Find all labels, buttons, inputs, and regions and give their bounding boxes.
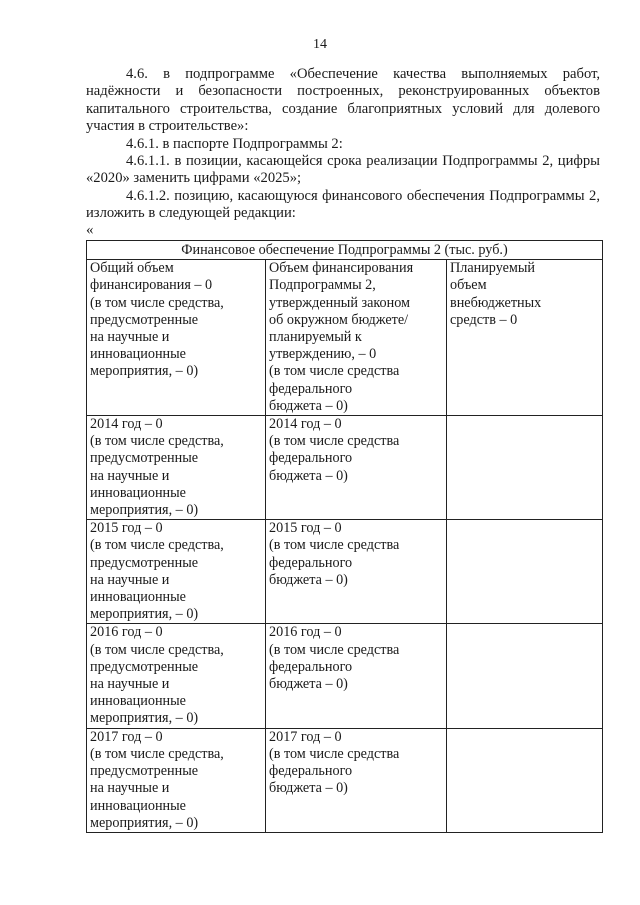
year-budget-cell: 2015 год – 0 (в том числе средства федерального бюджета – 0)	[266, 520, 447, 624]
year-budget-cell: 2014 год – 0 (в том числе средства федерального бюджета – 0)	[266, 416, 447, 520]
total-funding-cell: Общий объем финансирования – 0 (в том числе средства, предусмотренные на научные и инновационные мероприятия, – 0)	[87, 260, 266, 416]
table-title: Финансовое обеспечение Подпрограммы 2 (тыс. руб.)	[87, 241, 603, 260]
document-body	[86, 66, 600, 223]
table-row-2017	[87, 728, 603, 832]
page-number: 14	[313, 37, 327, 52]
financing-table	[86, 240, 603, 833]
table-row-2016	[87, 624, 603, 728]
paragraph-4-6-1-1: 4.6.1.1. в позиции, касающейся срока реализации Подпрограммы 2, цифры «2020» заменить цифрами «2025»;	[86, 153, 600, 187]
year-budget-cell: 2016 год – 0 (в том числе средства федерального бюджета – 0)	[266, 624, 447, 728]
table-row-2014	[87, 416, 603, 520]
table-title-row	[87, 241, 603, 260]
table-row-2015	[87, 520, 603, 624]
table-row-total	[87, 260, 603, 416]
year-extrabudgetary-cell	[447, 728, 603, 832]
paragraph-4-6: 4.6. в подпрограмме «Обеспечение качества выполняемых работ, надёжности и безопасности построенных, реконструированных объектов капитального строительства, создание благоприятных условий для долевого участия в строительстве»:	[86, 66, 600, 135]
year-extrabudgetary-cell	[447, 624, 603, 728]
paragraph-4-6-1: 4.6.1. в паспорте Подпрограммы 2:	[126, 135, 343, 152]
budget-funding-cell: Объем финансирования Подпрограммы 2, утвержденный законом об окружном бюджете/ планируемый к утверждению, – 0 (в том числе средства федерального бюджета – 0)	[266, 260, 447, 416]
paragraph-4-6-1-2: 4.6.1.2. позицию, касающуюся финансового обеспечения Подпрограммы 2, изложить в следующей редакции:	[86, 187, 600, 222]
opening-quote: «	[86, 222, 94, 238]
year-total-cell: 2016 год – 0 (в том числе средства, предусмотренные на научные и инновационные мероприятия, – 0)	[87, 624, 266, 728]
extrabudgetary-funding-cell: Планируемый объем внебюджетных средств – 0	[447, 260, 603, 416]
year-total-cell: 2014 год – 0 (в том числе средства, предусмотренные на научные и инновационные мероприятия, – 0)	[87, 416, 266, 520]
year-budget-cell: 2017 год – 0 (в том числе средства федерального бюджета – 0)	[266, 728, 447, 832]
year-total-cell: 2015 год – 0 (в том числе средства, предусмотренные на научные и инновационные мероприятия, – 0)	[87, 520, 266, 624]
year-total-cell: 2017 год – 0 (в том числе средства, предусмотренные на научные и инновационные мероприятия, – 0)	[87, 728, 266, 832]
year-extrabudgetary-cell	[447, 520, 603, 624]
year-extrabudgetary-cell	[447, 416, 603, 520]
